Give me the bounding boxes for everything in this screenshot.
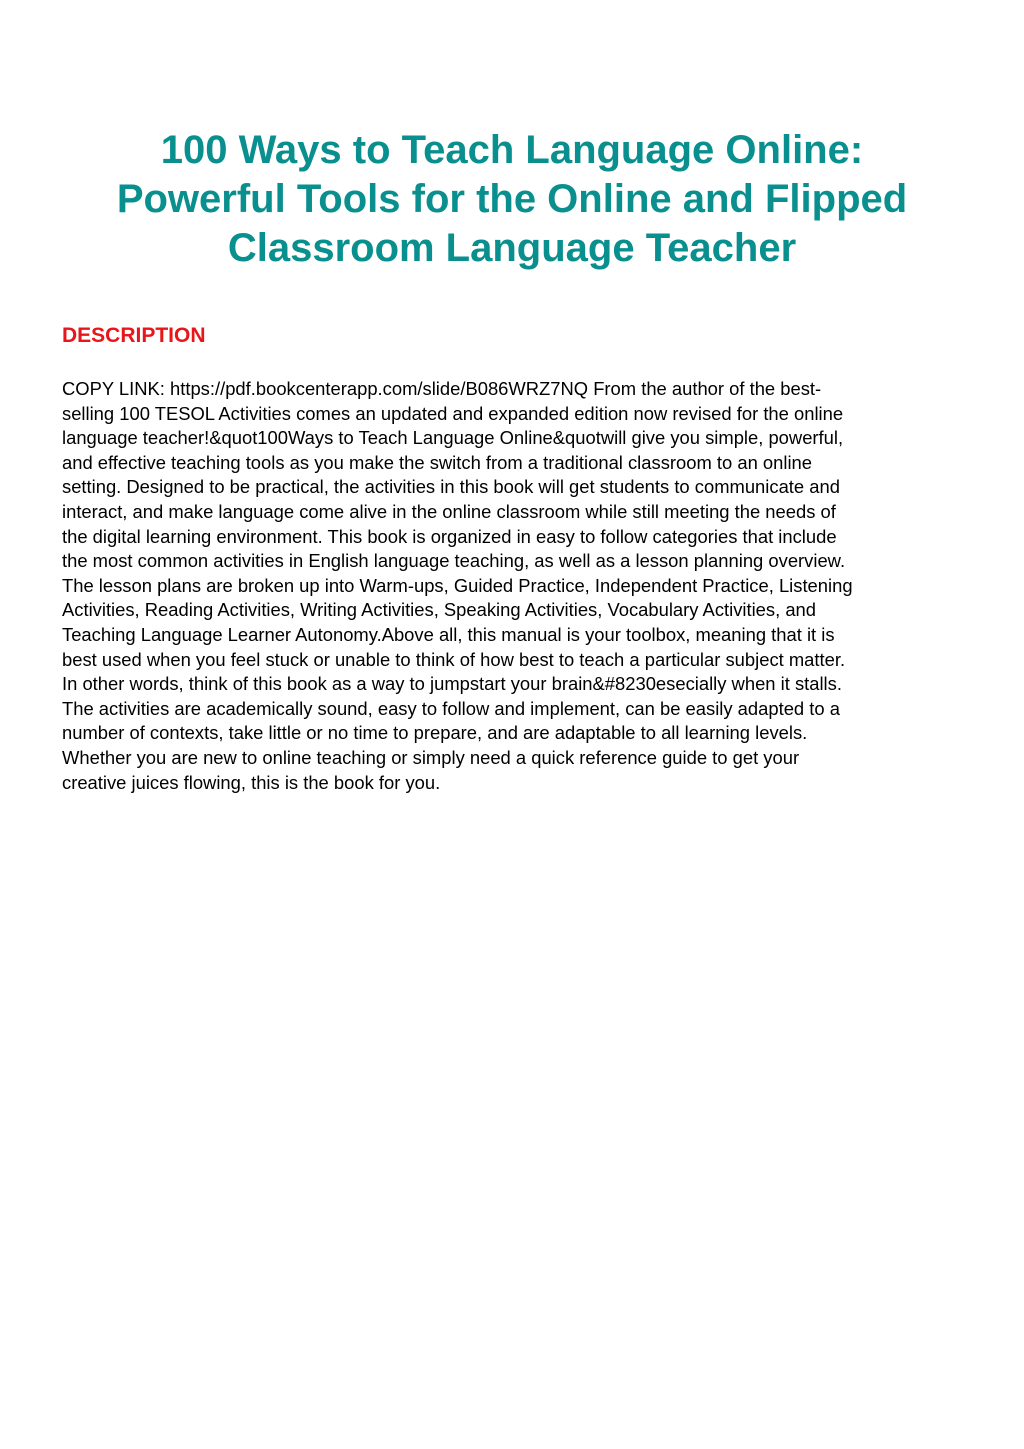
description-line: number of contexts, take little or no time to prepare, and are adaptable to all learning levels.: [62, 722, 808, 744]
description-line: selling 100 TESOL Activities comes an updated and expanded edition now revised for the online: [62, 402, 844, 424]
description-line: In other words, think of this book as a way to jumpstart your brain&#8230esecially when it stalls.: [62, 673, 842, 695]
title-line: Powerful Tools for the Online and Flipped: [116, 177, 908, 221]
description-line: creative juices flowing, this is the book for you.: [62, 771, 441, 793]
description-line: and effective teaching tools as you make the switch from a traditional classroom to an online: [62, 451, 812, 473]
document-title: [40, 126, 984, 273]
title-line: 100 Ways to Teach Language Online:: [160, 128, 864, 172]
description-line: Activities, Reading Activities, Writing Activities, Speaking Activities, Vocabulary Activities, and: [62, 599, 817, 621]
description-line: best used when you feel stuck or unable to think of how best to teach a particular subject matter.: [62, 648, 846, 670]
description-text: [62, 377, 962, 795]
description-heading: DESCRIPTION: [62, 324, 206, 347]
title-line: Classroom Language Teacher: [227, 226, 797, 270]
description-line: Whether you are new to online teaching or simply need a quick reference guide to get your: [62, 746, 800, 768]
description-line: the digital learning environment. This book is organized in easy to follow categories that include: [62, 525, 837, 547]
description-line: The activities are academically sound, easy to follow and implement, can be easily adapted to a: [62, 697, 840, 719]
description-line: language teacher!&quot100Ways to Teach Language Online&quotwill give you simple, powerful,: [62, 427, 844, 449]
description-line: Teaching Language Learner Autonomy.Above all, this manual is your toolbox, meaning that it is: [62, 623, 835, 645]
description-line: the most common activities in English language teaching, as well as a lesson planning overview.: [62, 550, 846, 572]
description-line: COPY LINK: https://pdf.bookcenterapp.com/slide/B086WRZ7NQ From the author of the best-: [62, 378, 822, 399]
description-line: setting. Designed to be practical, the activities in this book will get students to communicate and: [62, 476, 840, 498]
description-line: The lesson plans are broken up into Warm-ups, Guided Practice, Independent Practice, Listening: [62, 574, 853, 596]
description-line: interact, and make language come alive in the online classroom while still meeting the needs of: [62, 500, 836, 522]
